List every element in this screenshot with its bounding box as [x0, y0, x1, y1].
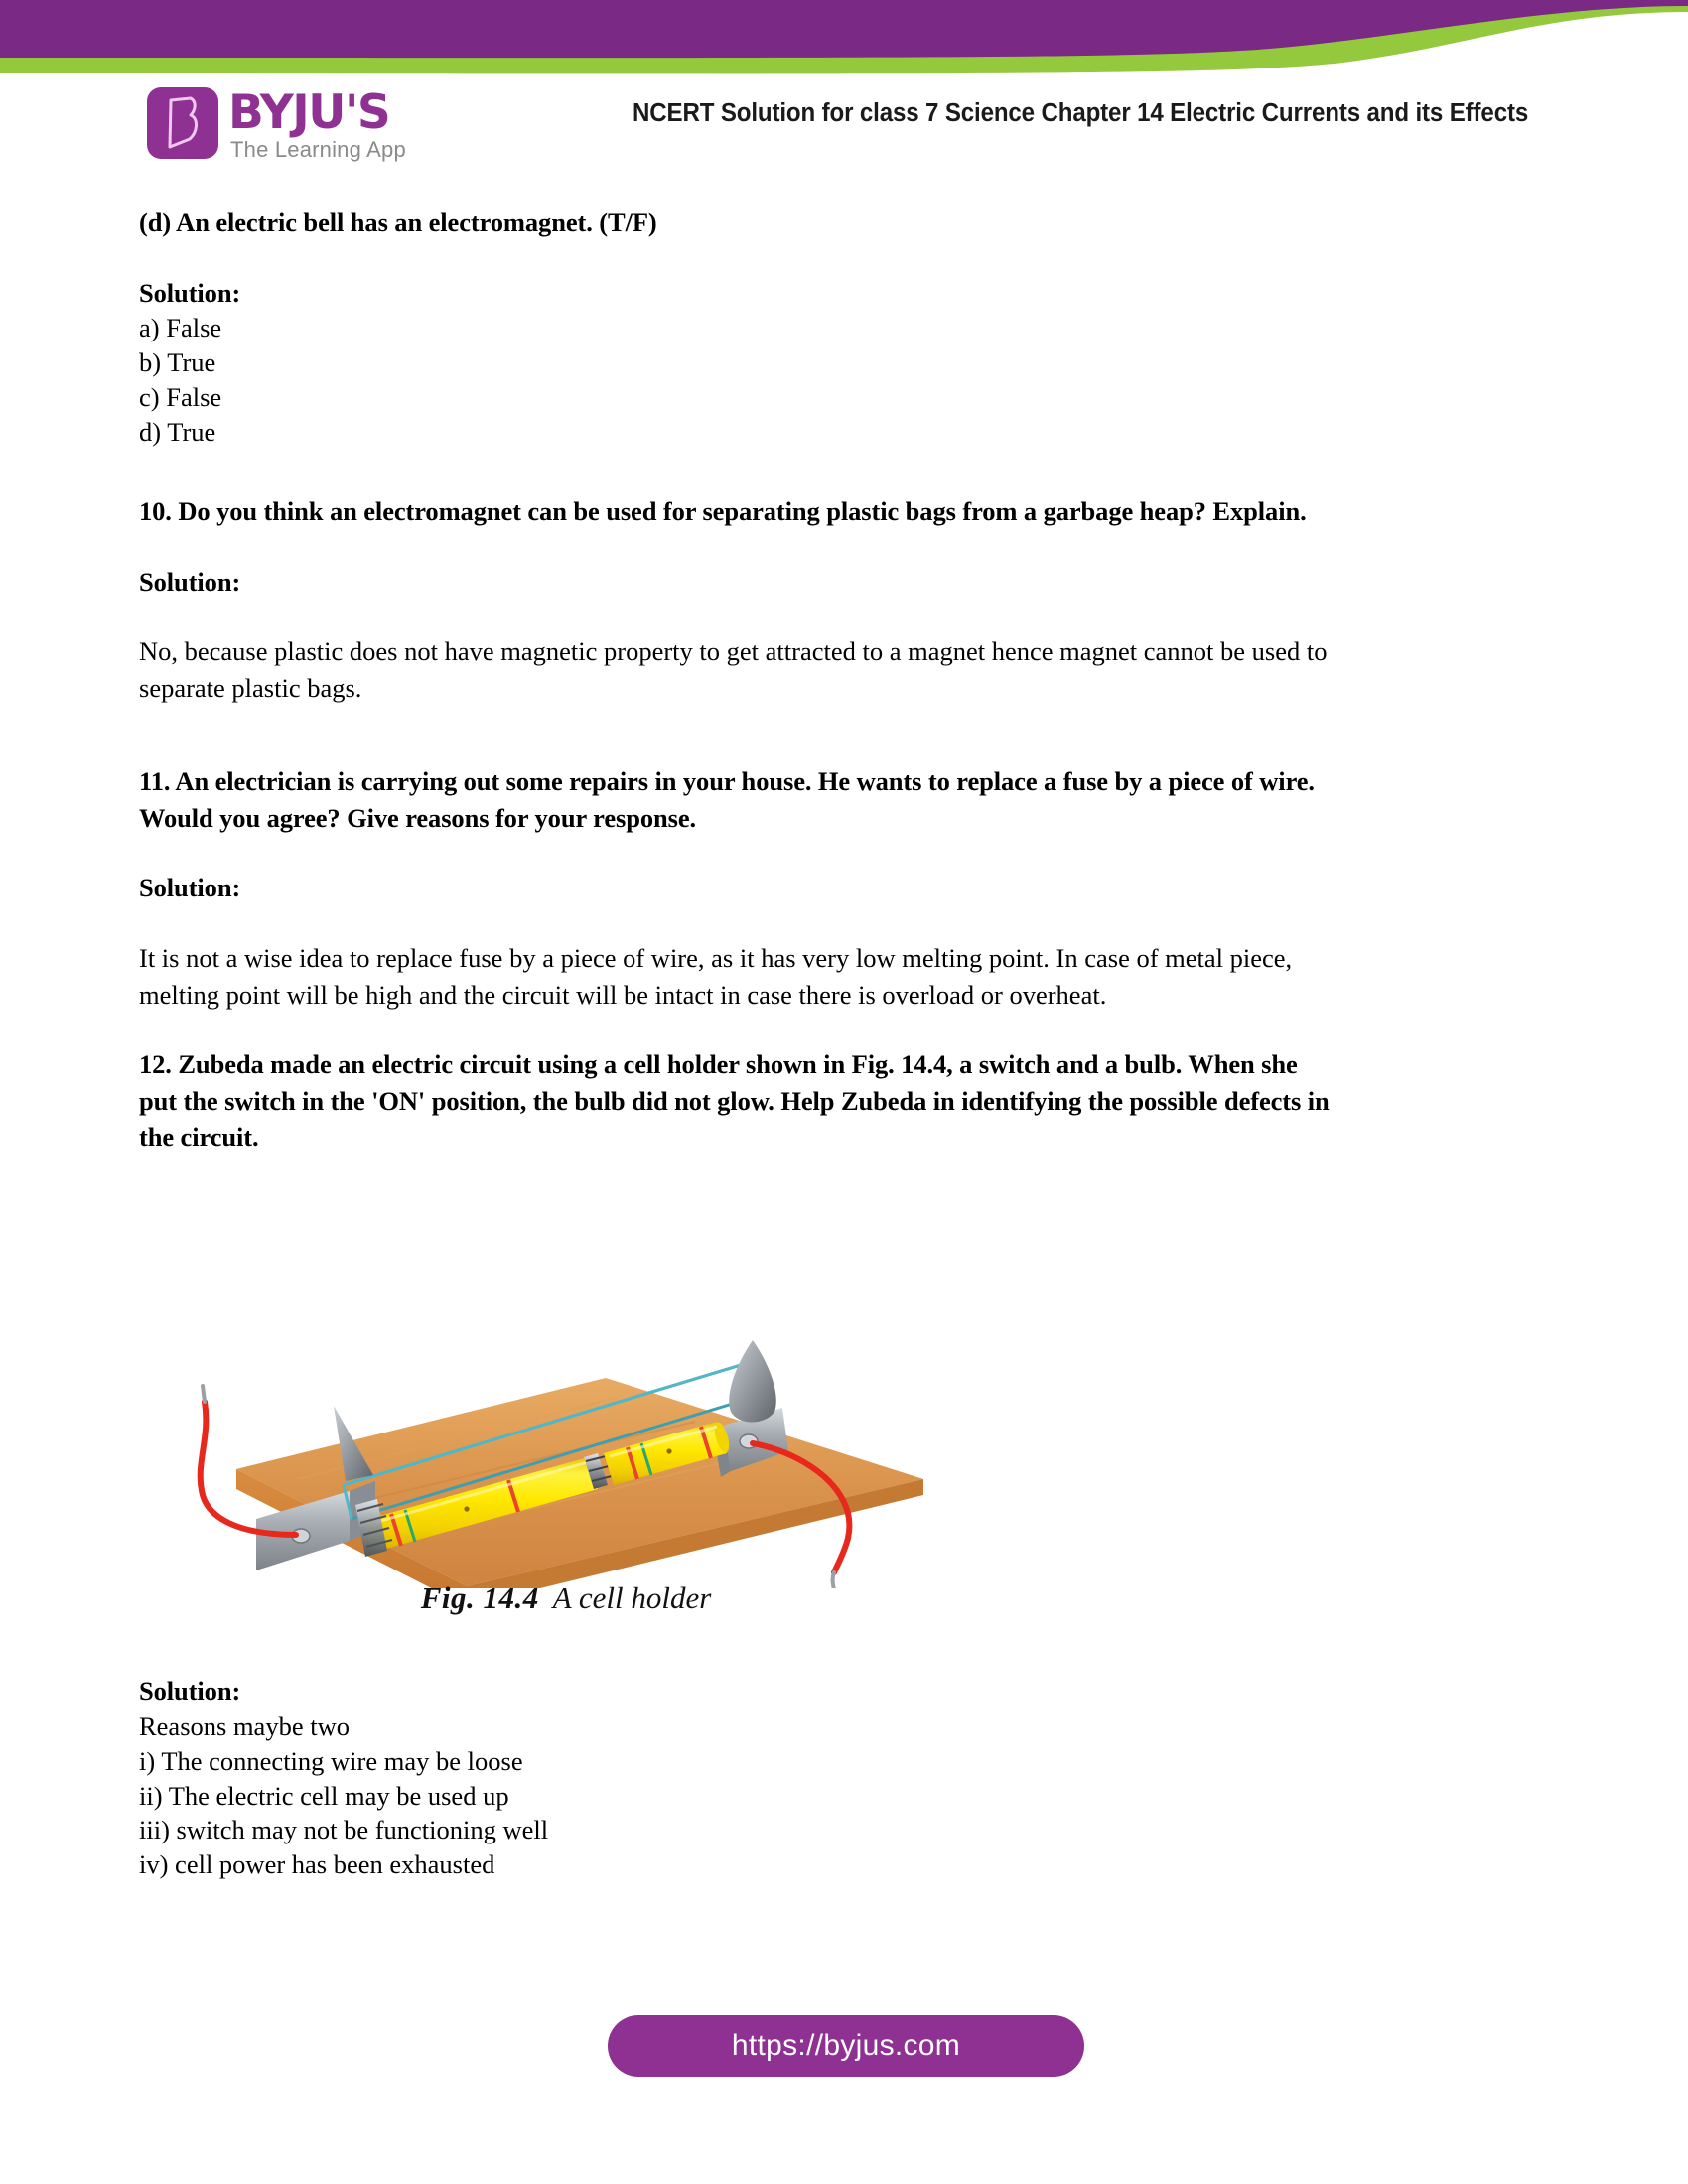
question-12-line-3: the circuit. [139, 1122, 259, 1153]
reason-item: iii) switch may not be functioning well [139, 1815, 549, 1845]
answer-10-line-1: No, because plastic does not have magnetic property to get attracted to a magnet hence magnet cannot be used to [139, 636, 1328, 667]
page-title: NCERT Solution for class 7 Science Chapter 14 Electric Currents and its Effects [633, 99, 1529, 127]
wire-stripped-tip-left [203, 1386, 205, 1402]
byjus-logo [147, 87, 445, 169]
header-decorative-ribbon [0, 0, 1688, 79]
reasons-intro: Reasons maybe two [139, 1710, 350, 1741]
question-10: 10. Do you think an electromagnet can be used for separating plastic bags from a garbage heap? Explain. [139, 496, 1307, 526]
purple-ribbon-shape [0, 0, 1688, 58]
answer-item: b) True [139, 347, 216, 378]
right-metal-cone-icon [729, 1340, 775, 1423]
reason-item: iv) cell power has been exhausted [139, 1849, 495, 1880]
answer-list-9 [139, 311, 1549, 450]
question-12-line-1: 12. Zubeda made an electric circuit using a cell holder shown in Fig. 14.4, a switch and a bulb. When she [139, 1049, 1298, 1080]
byjus-tagline: The Learning App [230, 137, 406, 162]
solution-12-block [139, 1673, 1549, 1882]
solution-label-10: Solution: [139, 566, 241, 597]
solution-label-11: Solution: [139, 873, 241, 903]
solution-label-9: Solution: [139, 277, 241, 308]
byjus-b-mark-icon [147, 87, 218, 159]
question-12-line-2: put the switch in the 'ON' position, the bulb did not glow. Help Zubeda in identifying the possible defects in [139, 1085, 1330, 1116]
figure-number: Fig. 14.4 [420, 1580, 539, 1615]
byjus-url-button[interactable] [608, 2015, 1084, 2077]
answer-11-line-2: melting point will be high and the circuit will be intact in case there is overload or overheat. [139, 979, 1107, 1010]
reason-list-12 [139, 1709, 1549, 1883]
reason-item: i) The connecting wire may be loose [139, 1745, 523, 1776]
answer-item: c) False [139, 382, 222, 413]
question-9d: (d) An electric bell has an electromagnet. (T/F) [139, 207, 657, 237]
byjus-wordmark: BYJU'S [228, 85, 390, 140]
answer-11-line-1: It is not a wise idea to replace fuse by a piece of wire, as it has very low melting point. In case of metal piece, [139, 942, 1293, 973]
cell-holder-illustration [139, 1191, 993, 1588]
figure-caption [139, 1580, 993, 1616]
document-body [139, 205, 1549, 1156]
reason-item: ii) The electric cell may be used up [139, 1780, 509, 1811]
byjus-url-label: https://byjus.com [731, 2029, 961, 2062]
figure-caption-text: A cell holder [552, 1580, 712, 1615]
green-ribbon-shape [0, 0, 1688, 73]
answer-item: d) True [139, 417, 216, 448]
answer-10-line-2: separate plastic bags. [139, 672, 362, 703]
question-11-line-1: 11. An electrician is carrying out some repairs in your house. He wants to replace a fuse by a piece of wire. [139, 766, 1315, 797]
question-11-line-2: Would you agree? Give reasons for your response. [139, 802, 697, 833]
solution-label-12: Solution: [139, 1676, 241, 1706]
figure-14-4 [139, 1191, 993, 1668]
answer-item: a) False [139, 313, 222, 343]
